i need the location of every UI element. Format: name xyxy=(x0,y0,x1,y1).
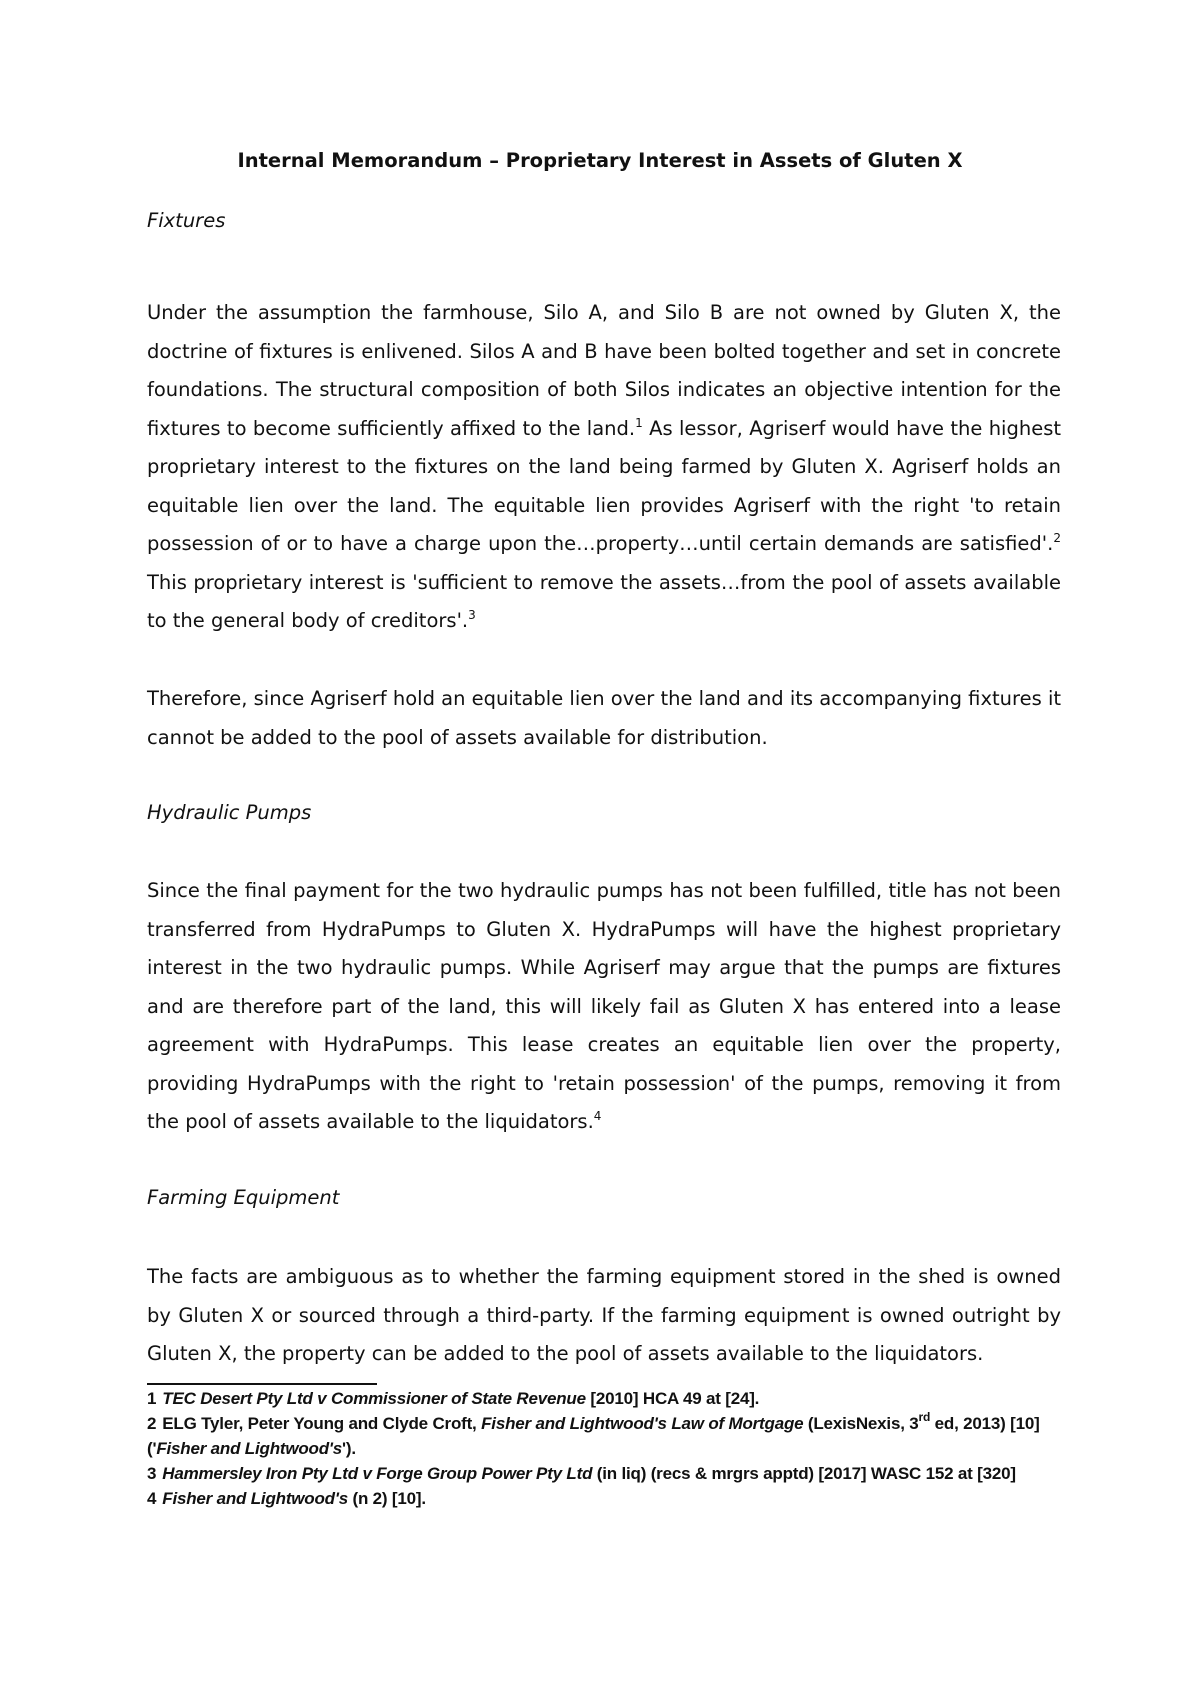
footnote-separator xyxy=(147,1383,377,1385)
heading-farming-equipment: Farming Equipment xyxy=(147,1186,340,1209)
footnote-case-name: Hammersley Iron Pty Ltd v Forge Group Power Pty Ltd xyxy=(162,1464,593,1483)
footnote-citation: (in liq) (recs & mrgrs apptd) [2017] WASC 152 at [320] xyxy=(592,1464,1016,1483)
footnote-authors: ELG Tyler, Peter Young and Clyde Croft, xyxy=(162,1414,482,1433)
footnote-ordinal: rd xyxy=(918,1410,931,1424)
footnote-case-name: TEC Desert Pty Ltd v Commissioner of State Revenue xyxy=(162,1389,586,1408)
footnote-3 xyxy=(147,1461,1097,1486)
footnote-book-title: Fisher and Lightwood's Law of Mortgage xyxy=(481,1414,804,1433)
paragraph-text: The facts are ambiguous as to whether the farming equipment stored in the shed is owned by Gluten X or sourced through a third-party. If the farming equipment is owned outright by Gluten X, the property can be added to the pool of assets available to the liquidators. xyxy=(147,1265,1061,1365)
paragraph-text: Therefore, since Agriserf hold an equitable lien over the land and its accompanying fixtures it cannot be added to the pool of assets available for distribution. xyxy=(147,687,1062,749)
footnote-ref-2: 2 xyxy=(1053,531,1061,545)
footnote-short-title: Fisher and Lightwood's xyxy=(162,1489,348,1508)
heading-fixtures: Fixtures xyxy=(147,209,226,232)
footnotes xyxy=(147,1386,1097,1511)
footnote-1 xyxy=(147,1386,1097,1411)
footnote-4 xyxy=(147,1486,1097,1511)
paragraph-text: Under the assumption the farmhouse, Silo A, and Silo B are not owned by Gluten X, the doctrine of fixtures is enlivened. Silos A and B have been bolted together and set in concrete foundations. The structural composition of both Silos indicates an objective intention for the fixtures to become sufficiently affixed to the land. xyxy=(147,301,1061,440)
footnote-number: 2 xyxy=(147,1414,157,1433)
footnote-2 xyxy=(147,1411,1097,1461)
footnote-ref-3: 3 xyxy=(468,608,476,622)
paragraph-fixtures-1 xyxy=(147,294,1061,641)
footnote-short-title: Fisher and Lightwood's xyxy=(156,1439,343,1458)
footnote-citation: ed, 2013) [10] (' xyxy=(147,1414,1040,1458)
footnote-number: 3 xyxy=(147,1464,157,1483)
footnote-ref-4: 4 xyxy=(593,1109,602,1123)
paragraph-farming-equipment xyxy=(147,1258,1061,1374)
footnote-citation: '). xyxy=(342,1439,356,1458)
footnote-citation: (LexisNexis, 3 xyxy=(803,1414,919,1433)
paragraph-text: This proprietary interest is 'sufficient to remove the assets…from the pool of assets available to the general body of creditors'. xyxy=(147,570,1061,632)
memo-title: Internal Memorandum – Proprietary Interest in Assets of Gluten X xyxy=(237,149,963,172)
heading-hydraulic-pumps: Hydraulic Pumps xyxy=(147,801,312,824)
paragraph-text: As lessor, Agriserf would have the highest proprietary interest to the fixtures on the land being farmed by Gluten X. Agriserf holds an equitable lien over the land. The equitable lien provides Agriserf with the right 'to retain possession of or to have a charge upon the…property…until certain demands are satisfied'. xyxy=(147,416,1062,555)
footnote-citation: [2010] HCA 49 at [24]. xyxy=(585,1389,760,1408)
paragraph-text: Since the final payment for the two hydraulic pumps has not been fulfilled, title has not been transferred from HydraPumps to Gluten X. HydraPumps will have the highest proprietary interest in the two hydraulic pumps. While Agriserf may argue that the pumps are fixtures and are therefore part of the land, this will likely fail as Gluten X has entered into a lease agreement with HydraPumps. This lease creates an equitable lien over the property, providing HydraPumps with the right to 'retain possession' of the pumps, removing it from the pool of assets available to the liquidators. xyxy=(147,879,1061,1133)
footnote-number: 4 xyxy=(147,1489,157,1508)
footnote-citation: (n 2) [10]. xyxy=(347,1489,426,1508)
footnote-ref-1: 1 xyxy=(635,415,643,430)
paragraph-fixtures-2 xyxy=(147,680,1061,757)
paragraph-hydraulic-pumps xyxy=(147,872,1061,1142)
footnote-number: 1 xyxy=(147,1389,157,1408)
